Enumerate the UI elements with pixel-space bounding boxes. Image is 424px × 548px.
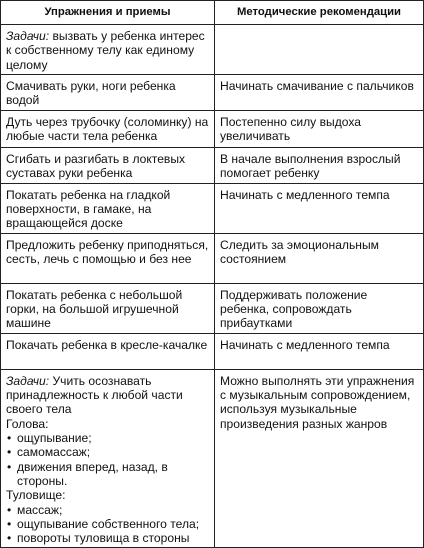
table-row [1,183,424,233]
exercise-cell: Предложить ребенку приподняться, сесть, лечь с помощью и без нее [1,233,215,283]
recommendation-cell: Начинать с медленного темпа [215,333,424,369]
task-paragraph [6,374,209,417]
header-exercises: Упражнения и приемы [1,1,215,25]
list-item: • ощупывание собственного тела; [6,517,209,531]
list-item: • ощупывание; [6,431,209,445]
table-row [1,110,424,147]
bullet-list-torso [6,503,209,546]
table-row [1,147,424,183]
header-recommendations: Методические рекомендации [215,1,424,25]
exercise-cell: Покачать ребенка в кресле-качалке [1,333,215,369]
table-row [1,25,424,75]
table-header-row [1,1,424,25]
recommendation-cell [215,25,424,75]
table-row [1,369,424,548]
bullet-list-head [6,431,209,488]
recommendation-cell: Можно выполнять эти упражнения с музыкальным сопровождением, используя музыкальные произведения разных жанров [215,369,424,548]
recommendation-cell: Следить за эмоциональным состоянием [215,233,424,283]
recommendation-cell: Начинать смачивание с пальчиков [215,74,424,110]
table-row [1,333,424,369]
exercise-cell: Сгибать и разгибать в локтевых суставах руки ребенка [1,147,215,183]
recommendation-cell: Начинать с медленного темпа [215,183,424,233]
exercise-cell [1,369,215,548]
exercise-text: вызвать у ребенка интерес к собственному телу как единому целому [6,29,205,72]
list-item: • движения вперед, назад, в стороны. [6,460,209,489]
group-label-torso: Туловище: [6,488,66,503]
list-item: • массаж; [6,503,209,517]
task-text: Учить осознавать принадлежность к любой части своего тела [6,373,183,417]
group-label-head: Голова: [6,416,49,431]
table-row [1,283,424,333]
list-item: • самомассаж; [6,445,209,459]
table-row [1,74,424,110]
exercise-cell: Дуть через трубочку (соломинку) на любые части тела ребенка [1,110,215,147]
table-row [1,233,424,283]
task-prefix: Задачи: [6,373,50,388]
exercise-cell [1,25,215,75]
recommendation-cell: В начале выполнения взрослый помогает ребенку [215,147,424,183]
recommendation-cell: Поддерживать положение ребенка, сопровождать прибаутками [215,283,424,333]
list-item: • повороты туловища в стороны [6,531,209,545]
exercise-cell: Покатать ребенка с небольшой горки, на большой игрушечной машине [1,283,215,333]
exercise-cell: Покатать ребенка на гладкой поверхности, в гамаке, на вращающейся доске [1,183,215,233]
exercise-cell: Смачивать руки, ноги ребенка водой [1,74,215,110]
recommendation-cell: Постепенно силу выдоха увеличивать [215,110,424,147]
task-prefix: Задачи: [6,29,50,43]
